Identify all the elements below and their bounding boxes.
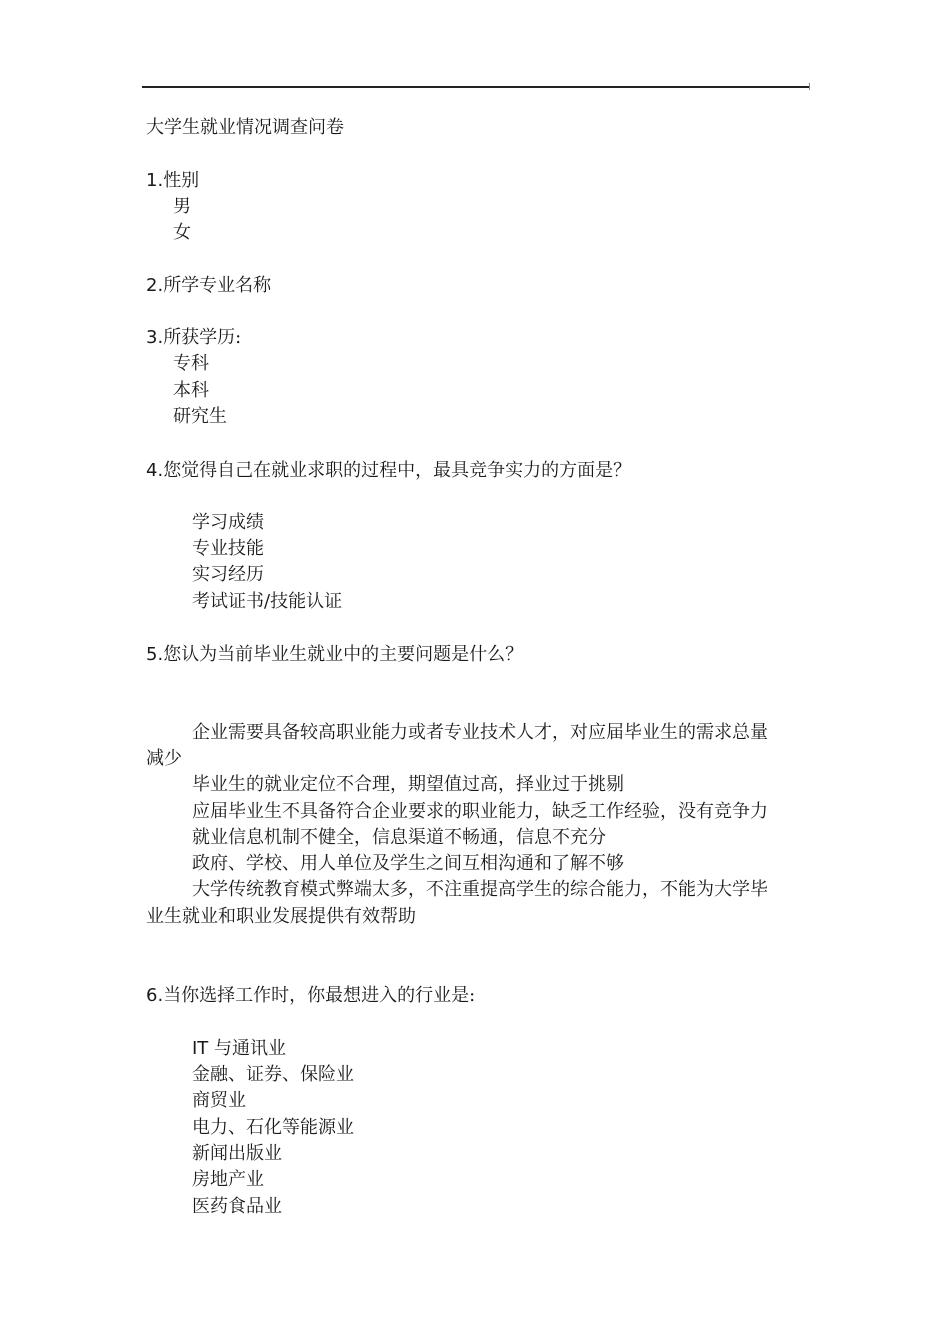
- q6-option-commerce[interactable]: 商贸业: [192, 1090, 246, 1111]
- q1-option-female[interactable]: 女: [173, 222, 191, 243]
- q5-option-unrealistic-expectations[interactable]: 毕业生的就业定位不合理，期望值过高，择业过于挑剔: [192, 774, 624, 795]
- q5-option-lack-competence[interactable]: 应届毕业生不具备符合企业要求的职业能力，缺乏工作经验，没有竞争力: [192, 801, 768, 822]
- question-3: [146, 327, 241, 349]
- question-text: 所获学历:: [163, 327, 242, 348]
- q5-option-education-model-cont: 业生就业和职业发展提供有效帮助: [146, 906, 416, 927]
- q6-option-energy[interactable]: 电力、石化等能源业: [192, 1117, 354, 1138]
- question-5: [146, 644, 523, 666]
- q3-option-graduate[interactable]: 研究生: [173, 406, 227, 427]
- question-text: 您觉得自己在就业求职的过程中，最具竞争实力的方面是？: [163, 460, 632, 481]
- q3-option-junior-college[interactable]: 专科: [173, 353, 209, 374]
- option-prefix: IT: [192, 1038, 209, 1059]
- question-text: 当你选择工作时，你最想进入的行业是:: [163, 985, 476, 1006]
- question-4: [146, 460, 631, 482]
- question-text: 您认为当前毕业生就业中的主要问题是什么？: [163, 644, 524, 665]
- question-number: 6.: [146, 985, 164, 1006]
- q6-option-finance[interactable]: 金融、证券、保险业: [192, 1064, 354, 1085]
- option-text: 与通讯业: [214, 1038, 287, 1059]
- q3-option-bachelor[interactable]: 本科: [173, 380, 209, 401]
- q4-option-certificates[interactable]: 考试证书/技能认证: [192, 591, 343, 612]
- q4-option-internship[interactable]: 实习经历: [192, 564, 264, 585]
- question-number: 2.: [146, 275, 164, 296]
- header-rule-tick: [809, 83, 810, 90]
- question-2: [146, 275, 271, 297]
- q4-option-skills[interactable]: 专业技能: [192, 538, 264, 559]
- q1-option-male[interactable]: 男: [173, 196, 191, 217]
- question-text: 性别: [163, 170, 200, 191]
- survey-title: 大学生就业情况调查问卷: [146, 117, 344, 138]
- q4-option-grades[interactable]: 学习成绩: [192, 512, 264, 533]
- question-1: [146, 170, 199, 192]
- question-6: [146, 985, 475, 1007]
- q5-option-demand-decrease-cont: 减少: [146, 748, 182, 769]
- q6-option-real-estate[interactable]: 房地产业: [192, 1169, 264, 1190]
- q5-option-info-mechanism[interactable]: 就业信息机制不健全，信息渠道不畅通，信息不充分: [192, 827, 606, 848]
- q6-option-it-telecom[interactable]: [192, 1038, 286, 1060]
- question-number: 1.: [146, 170, 164, 191]
- q6-option-pharma-food[interactable]: 医药食品业: [192, 1196, 282, 1217]
- header-rule: [142, 86, 809, 88]
- question-number: 5.: [146, 644, 164, 665]
- q5-option-communication[interactable]: 政府、学校、用人单位及学生之间互相沟通和了解不够: [192, 853, 624, 874]
- question-text: 所学专业名称: [163, 275, 272, 296]
- question-number: 3.: [146, 327, 164, 348]
- q6-option-publishing[interactable]: 新闻出版业: [192, 1143, 282, 1164]
- question-number: 4.: [146, 460, 164, 481]
- q5-option-demand-decrease[interactable]: 企业需要具备较高职业能力或者专业技术人才，对应届毕业生的需求总量: [192, 722, 768, 743]
- q5-option-education-model[interactable]: 大学传统教育模式弊端太多，不注重提高学生的综合能力，不能为大学毕: [192, 879, 768, 900]
